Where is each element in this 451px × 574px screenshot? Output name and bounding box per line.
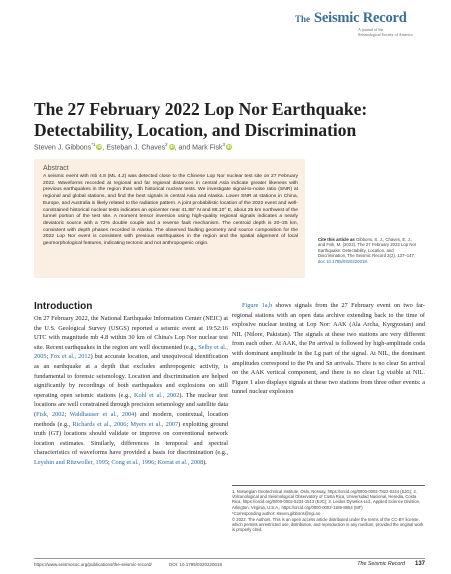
author-name: Mark Fisk	[192, 144, 223, 152]
reference-link[interactable]: Richards et al., 2006	[72, 420, 127, 428]
citation-doi-link[interactable]: doi: 10.1785/0320220018.	[318, 258, 368, 264]
reference-link[interactable]: Selby et al., 2005	[34, 343, 228, 361]
orcid-icon[interactable]: iD	[97, 144, 102, 150]
page-number: 137	[414, 561, 425, 567]
body-column-left	[34, 314, 228, 468]
author-name: Steven J. Gibbons	[34, 144, 92, 152]
abstract-text: A seismic event with mb 4.8 (ML 4.2) was detected close to the Chinese Lop Nor nuclear test site on 27 February 2022. Waveforms recorded at regional and far regional distances in central Asia indicate greater likeness with previous earthquakes in the region than with historical nuclear tests. We investigate signal-to-noise ratio (SNR) at regional and global stations, and find the best signals in central Asia and Alaska. Lower SNR at stations in China, Europe, and Australia is likely related to the radiation pattern. A joint probabilistic location of the 2022 event and well-constrained historical nuclear tests indicates an epicenter near 41.88° N and 88.10° E, about 25 km northwest of the tunnel portion of the test site. A moment tensor inversion using high-quality regional signals indicates a nearly deviatoric source with a 72% double couple and a reverse fault mechanism. The centroid depth is 20–25 km, consistent with depth phases recorded in Alaska. The observed faulting geometry and source composition for the 2022 Lop Nor event is consistent with previous earthquakes in the region and the spatial alignment of local geomorphological features, indicating tectonic and not anthropogenic origin.	[43, 174, 298, 247]
citation-box	[318, 237, 418, 264]
journal-logo-name: Seismic Record	[314, 10, 407, 26]
reference-link[interactable]: Leyshin and Ritzwoller, 1995	[34, 458, 109, 466]
footer-doi: DOI: 10.1785/0320220018	[169, 562, 223, 567]
paragraph: Figure 1a,b shows signals from the 27 February event on two far-regional stations with an open data archive extending back to the time of explosive nuclear testing at Lop Nor: AAK (Ala Archa, Kyrgyzstan) and NIL (Nilore, Pakistan). The signals at these two stations are very different from each other. At AAK, the Pn arrival is followed by high-amplitude coda with dominant amplitude in the Lg part of the signal. At NIL, the dominant amplitudes correspond to the Pn and Sn arrivals. There is no clear Sn arrival on the AAK vertical component, and there is no clear Lg visible at NIL. Figure 1 also displays signals at these two stations from three other events: a tunnel nuclear explosion	[232, 302, 425, 396]
reference-link[interactable]: Fox et al., 2012	[50, 353, 91, 361]
footer-rule	[34, 558, 425, 559]
author-affiliation-mark: 3	[222, 142, 226, 147]
reference-link[interactable]: Kohl et al., 2002	[134, 391, 180, 399]
author-name: Esteban J. Chaves	[106, 144, 166, 152]
author-affiliation-mark: 2	[165, 142, 168, 147]
affiliation-note: *Corresponding author: steven.gibbons@ngi.no	[232, 510, 321, 516]
footer-url-link[interactable]: https://www.seismosoc.org/publications/the-seismic-record/	[34, 562, 152, 567]
reference-link[interactable]: Myers et al., 2007	[130, 420, 179, 428]
abstract-heading: Abstract	[43, 165, 69, 172]
reference-link[interactable]: Fisk, 2002	[36, 410, 65, 418]
affiliation-note: 1. Norwegian Geotechnical Institute, Oslo, Norway, https://orcid.org/0000-0002-7822-0244 (SJG); 2. Volcanological and Seismological Observatory of Costa Rica, Universidad Nacional, Heredia, Costa Rica, https://orcid.org/0000-0002-5234-1513 (EJC); 3. Leidos Dynetics-Ltd., Applied Science Division, Arlington, Virginia, U.S.A., https://orcid.org/0000-0002-1189-8854 (MF)	[232, 489, 421, 510]
journal-logo	[295, 9, 435, 38]
reference-link[interactable]: Cong et al., 1996	[111, 458, 155, 466]
affiliation-note: © 2022. The Authors. This is an open access article distributed under the terms of the CC-BY license, which permits unrestricted use, distribution, and reproduction in any medium, provided the original work is properly cited.	[232, 517, 424, 533]
paragraph: On 27 February 2022, the National Earthquake Information Center (NEIC) at the U.S. Geological Survey (USGS) reported a seismic event at 19:52:16 UTC with magnitude mb 4.8 within 30 km of China's Lop Nor nuclear test site. Recent earthquakes in the region are well documented (e.g., Selby et al., 2005; Fox et al., 2012) but accurate location, and unequivocal identification as an earthquake at a depth that excludes anthropogenic activity, is fundamental to forensic seismology. Location and discrimination are helped significantly by recordings of both earthquakes and explosions on still operating open seismic stations (e.g., Kohl et al., 2002). The nuclear test locations are well constrained through precision seismology and satellite data (Fisk, 2002; Waldhauser et al., 2004) and modern, contextual, location methods (e.g., Richards et al., 2006; Myers et al., 2007) exploiting ground truth (GT) locations should validate or improve on conventional network location estimates. Similarly, differences in temporal and spectral characteristics of waveforms have provided a basis for discrimination (e.g., Leyshin and Ritzwoller, 1995; Cong et al., 1996; Korrat et al., 2008).	[34, 315, 229, 466]
orcid-icon[interactable]: iD	[226, 144, 232, 150]
article-title: The 27 February 2022 Lop Nor Earthquake: Detectability, Location, and Discrimination	[34, 99, 368, 140]
page-footer	[34, 562, 425, 567]
body-column-right	[232, 301, 425, 397]
reference-link[interactable]: Waldhauser et al., 2004	[69, 410, 135, 418]
journal-tagline: A journal of the Seismological Society of America	[358, 27, 413, 37]
section-heading-introduction: Introduction	[34, 301, 93, 312]
citation-text: Gibbons, S. J., Chaves, E. J., and Fisk, M. (2022). The 27 February 2022 Lop Nor Earthquake: Detectability, Location, and Discrimination, The Seismic Record 2(2), 137–147,	[318, 237, 417, 259]
author-affiliation-mark: *1	[91, 142, 96, 147]
abstract-box	[34, 159, 305, 278]
reference-link[interactable]: Korrat et al., 2008	[157, 458, 204, 466]
reference-link[interactable]: Figure 1a,b	[242, 302, 273, 309]
affiliations-footnote	[232, 485, 425, 534]
citation-label: Cite this article as	[318, 237, 355, 242]
orcid-icon[interactable]: iD	[169, 144, 174, 150]
journal-logo-the: The	[295, 14, 311, 24]
footer-journal: The Seismic Record 137	[357, 561, 425, 567]
author-list: Steven J. Gibbons$^{*1}$ iD, Esteban J. Chaves$^2$ iD, and Mark Fisk$^3$ iD	[34, 142, 232, 152]
